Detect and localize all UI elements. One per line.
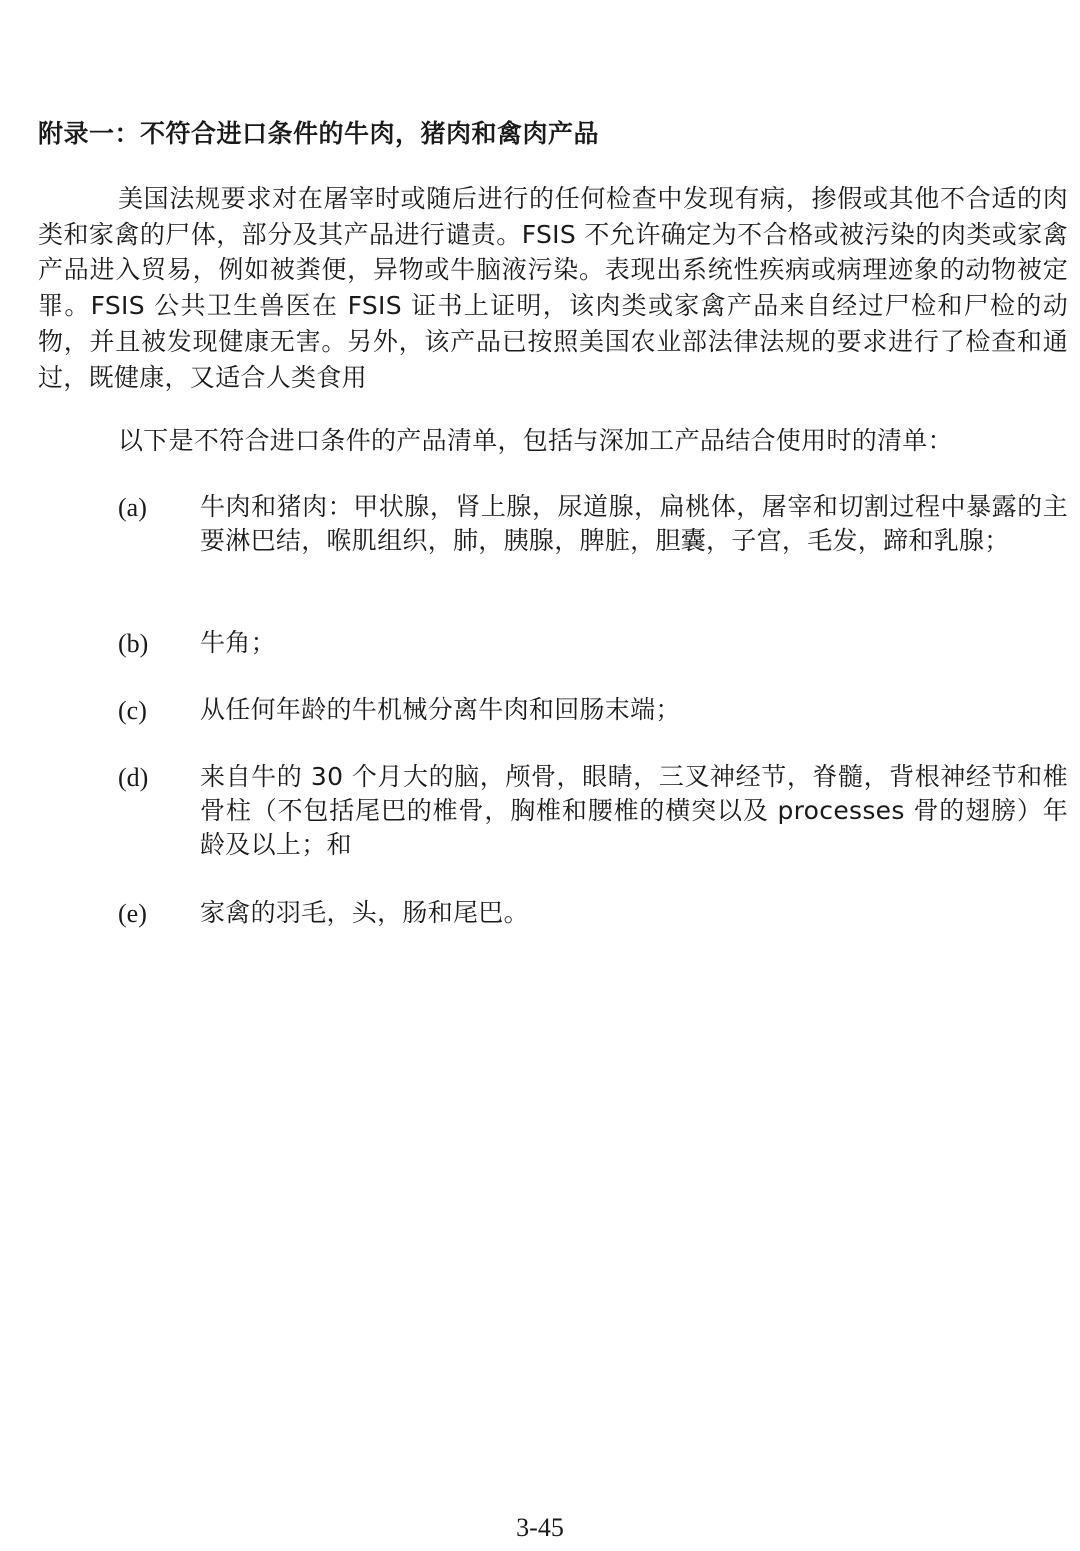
- appendix-title: 附录一：不符合进口条件的牛肉，猪肉和禽肉产品: [38, 119, 600, 148]
- list-item-label: (d): [118, 763, 149, 792]
- list-item-text: 牛角；: [200, 628, 276, 657]
- list-item-label: (c): [118, 696, 147, 725]
- list-item-label: (b): [118, 629, 149, 658]
- list-item-label: (a): [118, 493, 147, 522]
- list-item-text: 家禽的羽毛，头，肠和尾巴。: [200, 898, 529, 927]
- list-item-text: 牛肉和猪肉：甲状腺，肾上腺，尿道腺，扁桃体，屠宰和切割过程中暴露的主要淋巴结，喉肌组织，肺，胰腺，脾脏，胆囊，子宫，毛发，蹄和乳腺；: [200, 492, 1068, 555]
- list-item-text: 从任何年龄的牛机械分离牛肉和回肠末端；: [200, 695, 681, 724]
- page-number: 3-45: [516, 1513, 564, 1542]
- list-item-text: 来自牛的 30 个月大的脑，颅骨，眼睛，三叉神经节，脊髓，背根神经节和椎骨柱（不包括尾巴的椎骨，胸椎和腰椎的横突以及 processes 骨的翅膀）年龄及以上；和: [200, 762, 1068, 859]
- list-intro: 以下是不符合进口条件的产品清单，包括与深加工产品结合使用时的清单：: [118, 426, 953, 455]
- body-paragraph: 美国法规要求对在屠宰时或随后进行的任何检查中发现有病，掺假或其他不合适的肉类和家禽的尸体，部分及其产品进行谴责。FSIS 不允许确定为不合格或被污染的肉类或家禽产品进入贸易，例如被粪便，异物或牛脑液污染。表现出系统性疾病或病理迹象的动物被定罪。FSIS 公共卫生兽医在 FSIS 证书上证明，该肉类或家禽产品来自经过尸检和尸检的动物，并且被发现健康无害。另外，该产品已按照美国农业部法律法规的要求进行了检查和通过，既健康，又适合人类食用: [38, 184, 1068, 392]
- list-item-label: (e): [118, 899, 147, 928]
